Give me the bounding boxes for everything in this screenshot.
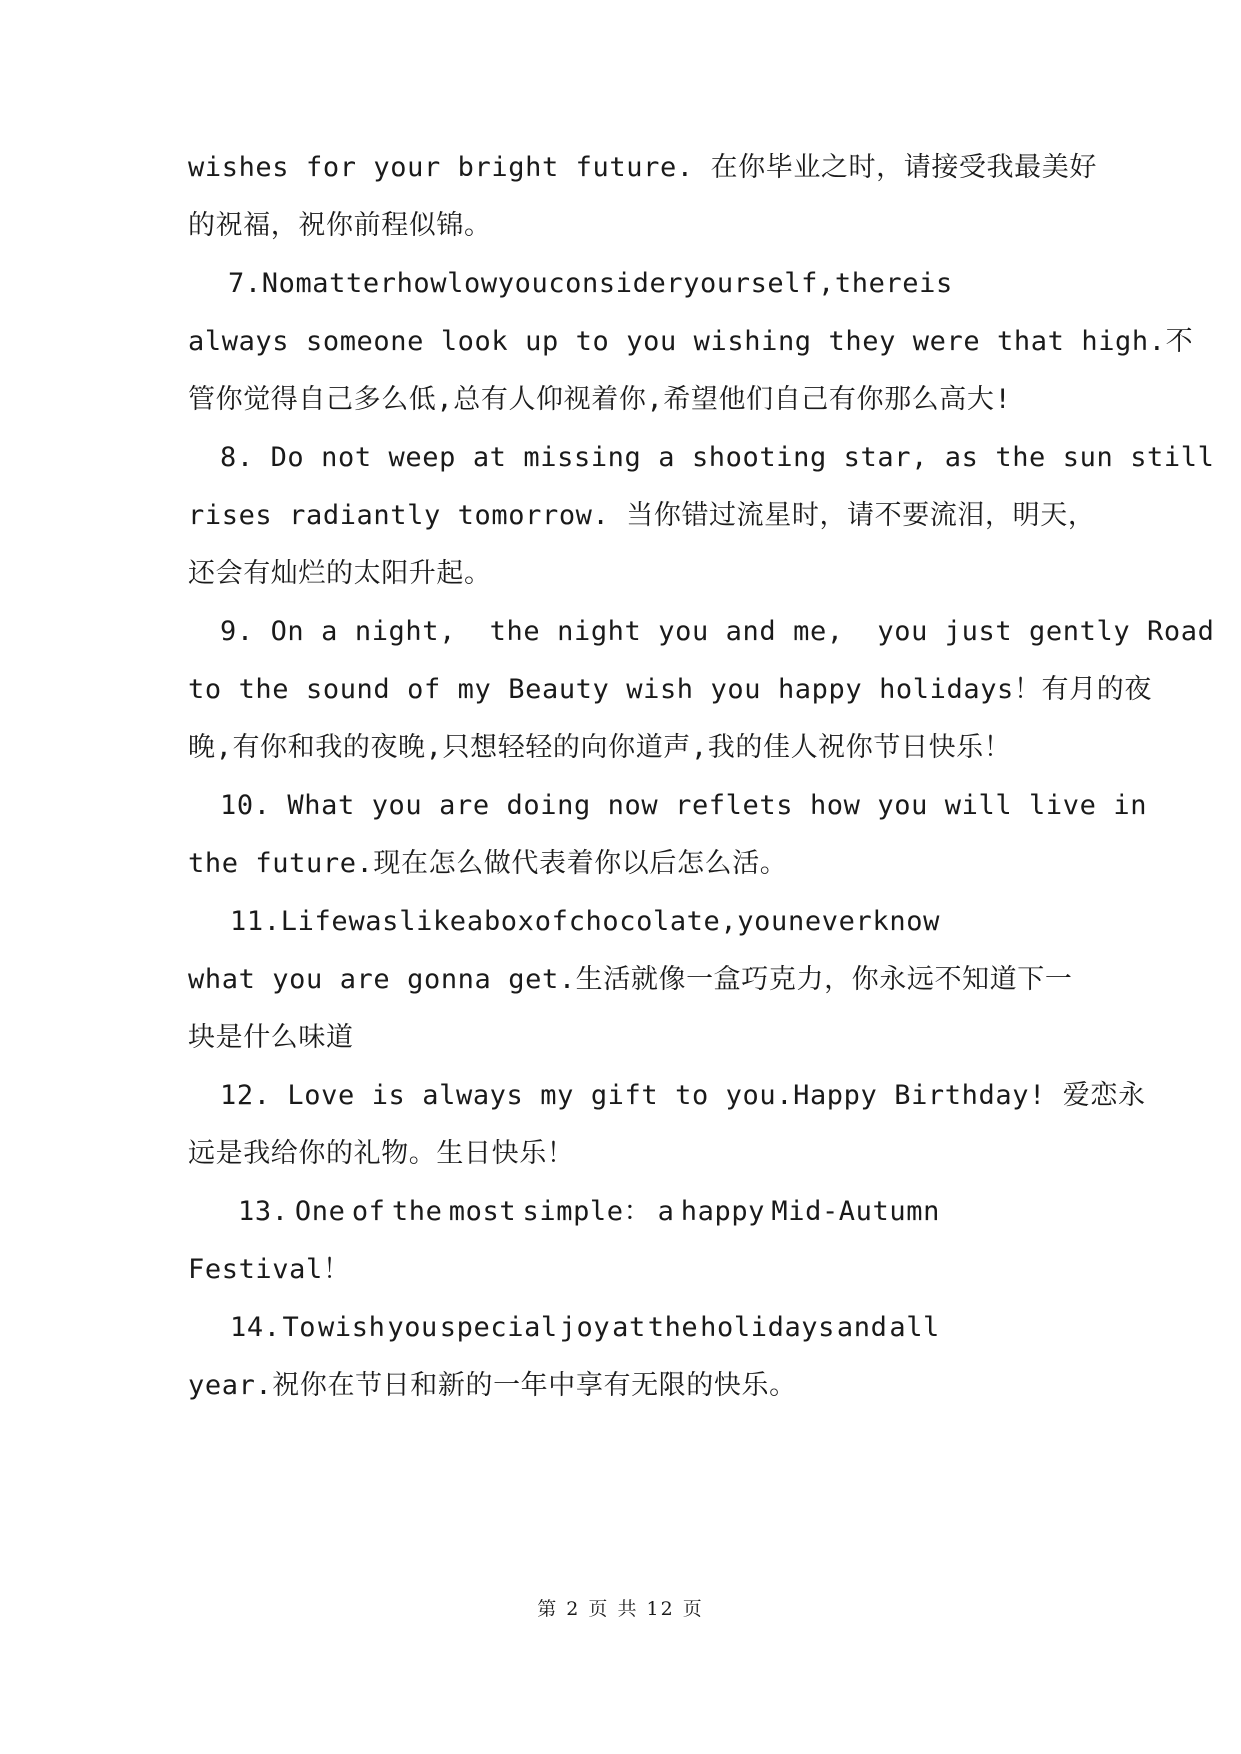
word: of bbox=[534, 906, 569, 937]
word: you bbox=[497, 268, 549, 299]
word: at bbox=[612, 1312, 646, 1343]
word: is bbox=[919, 268, 953, 299]
word: 7. bbox=[228, 268, 262, 299]
word: No bbox=[261, 268, 296, 299]
text-line: 12. Love is always my gift to you.Happy Birthday! 爱恋永 bbox=[220, 1080, 1146, 1111]
word: One bbox=[294, 1196, 346, 1227]
word: joy bbox=[559, 1312, 611, 1343]
text-line: 块是什么味道 bbox=[188, 1022, 354, 1053]
word: and bbox=[836, 1312, 888, 1343]
word: most bbox=[448, 1196, 517, 1227]
text-line: year.祝你在节日和新的一年中享有无限的快乐。 bbox=[188, 1370, 797, 1401]
word: know bbox=[872, 906, 940, 937]
word: holidays bbox=[700, 1312, 836, 1343]
word: the bbox=[647, 1312, 699, 1343]
word: a bbox=[466, 906, 484, 937]
word: Mid-Autumn bbox=[771, 1196, 940, 1227]
word: like bbox=[399, 906, 467, 937]
word: special bbox=[439, 1312, 558, 1343]
text-line: 管你觉得自己多么低,总有人仰视着你,希望他们自己有你那么高大! bbox=[188, 384, 1012, 415]
text-line-justified bbox=[238, 1194, 940, 1230]
word: 14. bbox=[230, 1312, 281, 1343]
text-line: wishes for your bright future. 在你毕业之时，请接受我最美好 bbox=[188, 152, 1097, 183]
text-line: 8. Do not weep at missing a shooting star, as the sun still bbox=[220, 442, 1215, 473]
word: never bbox=[788, 906, 873, 937]
word: how bbox=[396, 268, 448, 299]
word: you bbox=[387, 1312, 438, 1343]
text-line: what you are gonna get.生活就像一盒巧克力，你永远不知道下一 bbox=[188, 964, 1073, 995]
text-line: 10. What you are doing now reflets how you will live in bbox=[220, 790, 1148, 821]
word: chocolate,you bbox=[568, 906, 788, 937]
word: Life bbox=[280, 906, 349, 937]
text-line: the future.现在怎么做代表着你以后怎么活。 bbox=[188, 848, 788, 879]
word: yourself bbox=[683, 268, 818, 299]
word: ,there bbox=[818, 268, 920, 299]
text-line-justified bbox=[228, 266, 953, 302]
text-line-justified bbox=[230, 904, 940, 940]
word: consider bbox=[548, 268, 684, 299]
text-line: Festival！ bbox=[188, 1254, 351, 1285]
word: 13. bbox=[238, 1196, 289, 1227]
word: the bbox=[391, 1196, 443, 1227]
word: simple： bbox=[522, 1196, 652, 1227]
text-line: 的祝福，祝你前程似锦。 bbox=[188, 210, 492, 241]
word: was bbox=[348, 906, 400, 937]
word: 11. bbox=[230, 906, 281, 937]
text-line: 远是我给你的礼物。生日快乐！ bbox=[188, 1138, 575, 1169]
page-footer: 第 2 页 共 12 页 bbox=[537, 1598, 704, 1620]
word: low bbox=[447, 268, 498, 299]
word: To bbox=[282, 1312, 317, 1343]
word: all bbox=[889, 1312, 940, 1343]
text-line: 还会有灿烂的太阳升起。 bbox=[188, 558, 492, 589]
word: happy bbox=[680, 1196, 766, 1227]
word: wish bbox=[318, 1312, 386, 1343]
word: of bbox=[351, 1196, 386, 1227]
text-line: always someone look up to you wishing they were that high.不 bbox=[188, 326, 1194, 357]
text-line: to the sound of my Beauty wish you happy holidays！有月的夜 bbox=[188, 674, 1152, 705]
text-line: 晚,有你和我的夜晚,只想轻轻的向你道声,我的佳人祝你节日快乐！ bbox=[188, 732, 1012, 763]
word: a bbox=[657, 1196, 675, 1227]
text-line: rises radiantly tomorrow. 当你错过流星时，请不要流泪，明天， bbox=[188, 500, 1096, 531]
text-line-justified bbox=[230, 1310, 940, 1346]
word: box bbox=[483, 906, 535, 937]
word: matter bbox=[295, 268, 397, 299]
text-line: 9. On a night, the night you and me, you just gently Road bbox=[220, 616, 1215, 647]
